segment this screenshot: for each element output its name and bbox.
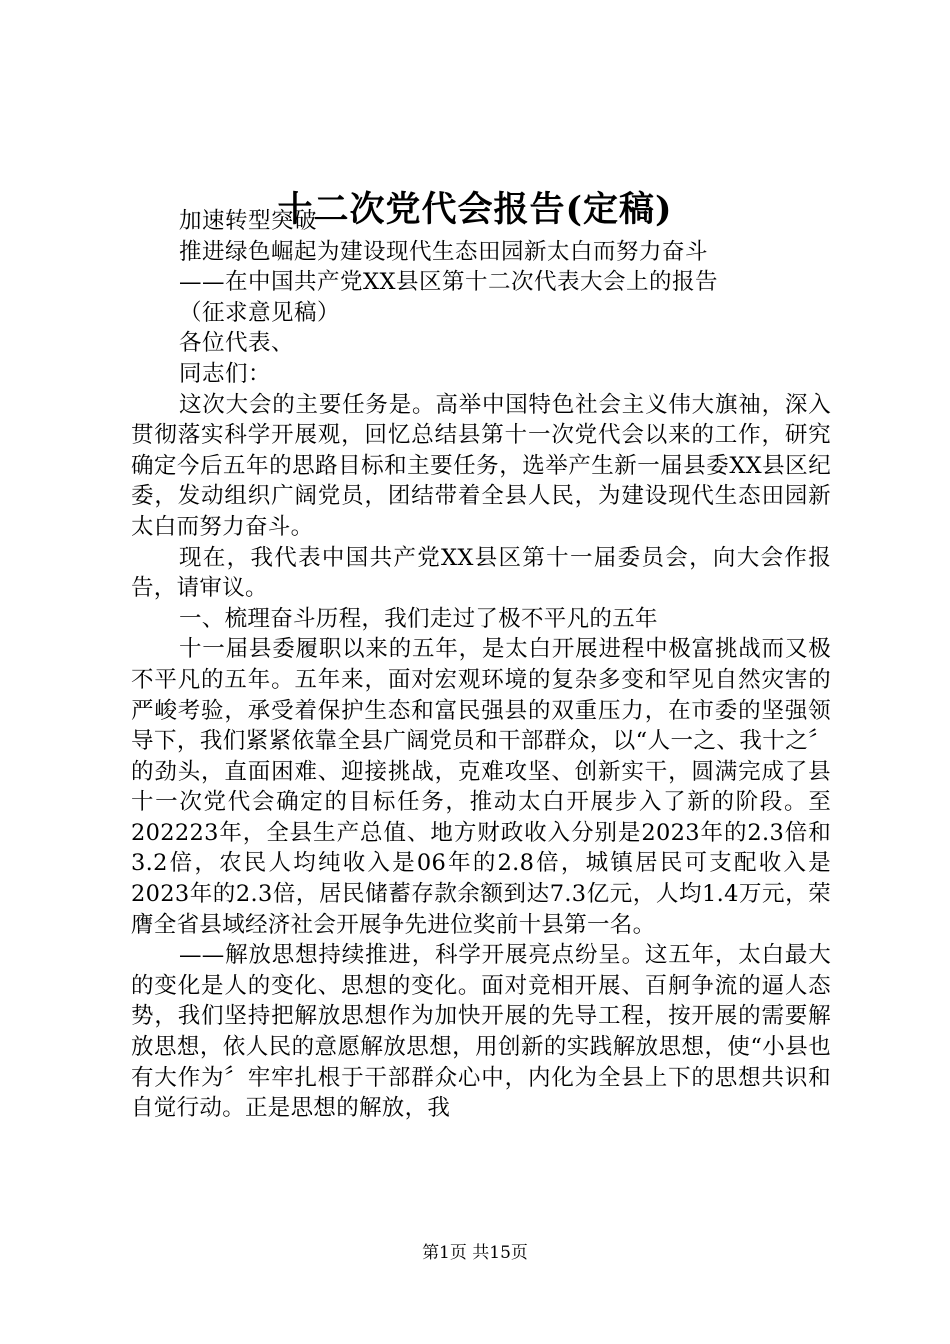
- subtitle-line: 加速转型突破: [179, 208, 318, 234]
- salutation-line: 各位代表、: [179, 330, 295, 357]
- subtitle-line: ——在中国共产党XX县区第十二次代表大会上的报告: [179, 269, 719, 296]
- document-title: 十二次党代会报告(定稿): [277, 189, 673, 230]
- body-paragraph: 十一届县委履职以来的五年，是太白开展进程中极富挑战而又极不平凡的五年。五年来，面对宏观环境的复杂多变和罕见自然灾害的严峻考验，承受着保护生态和富民强县的双重压力，在市委的坚强领导下，我们紧紧依靠全县广阔党员和干部群众，以“人一之、我十之〞的劲头，直面困难、迎接挑战，克难攻坚、创新实干，圆满完成了县十一次党代会确定的目标任务，推动太白开展步入了新的阶段。至202223年，全县生产总值、地方财政收入分别是2023年的2.3倍和3.2倍，农民人均纯收入是06年的2.8倍，城镇居民可支配收入是2023年的2.3倍，居民储蓄存款余额到达7.3亿元，人均1.4万元，荣膺全省县域经济社会开展争先进位奖前十县第一名。: [131, 636, 831, 938]
- subtitle-line: 推进绿色崛起为建设现代生态田园新太白而努力奋斗: [179, 238, 709, 265]
- salutation-line: 同志们：: [179, 360, 272, 387]
- draft-note: （征求意见稿）: [179, 299, 341, 326]
- body-paragraph: 现在，我代表中国共产党XX县区第十一届委员会，向大会作报告，请审议。: [131, 544, 831, 602]
- section-heading: 一、梳理奋斗历程，我们走过了极不平凡的五年: [179, 605, 658, 632]
- document-body: [131, 206, 831, 1124]
- body-paragraph: ——解放思想持续推进，科学开展亮点纷呈。这五年，太白最大的变化是人的变化、思想的变化。面对竞相开展、百舸争流的逼人态势，我们坚持把解放思想作为加快开展的先导工程，按开展的需要解放思想，依人民的意愿解放思想，用创新的实践解放思想，使“小县也有大作为〞牢牢扎根于干部群众心中，内化为全县上下的思想共识和自觉行动。正是思想的解放，我: [131, 942, 831, 1122]
- body-paragraph: 这次大会的主要任务是。高举中国特色社会主义伟大旗䄂，深入贯彻落实科学开展观，回忆总结县第十一次党代会以来的工作，研究确定今后五年的思路目标和主要任务，选举产生新一届县委XX县区纪委，发动组织广阔党员，团结带着全县人民，为建设现代生态田园新太白而努力奋斗。: [131, 391, 831, 540]
- page-footer: 第1页 共15页: [422, 1243, 528, 1263]
